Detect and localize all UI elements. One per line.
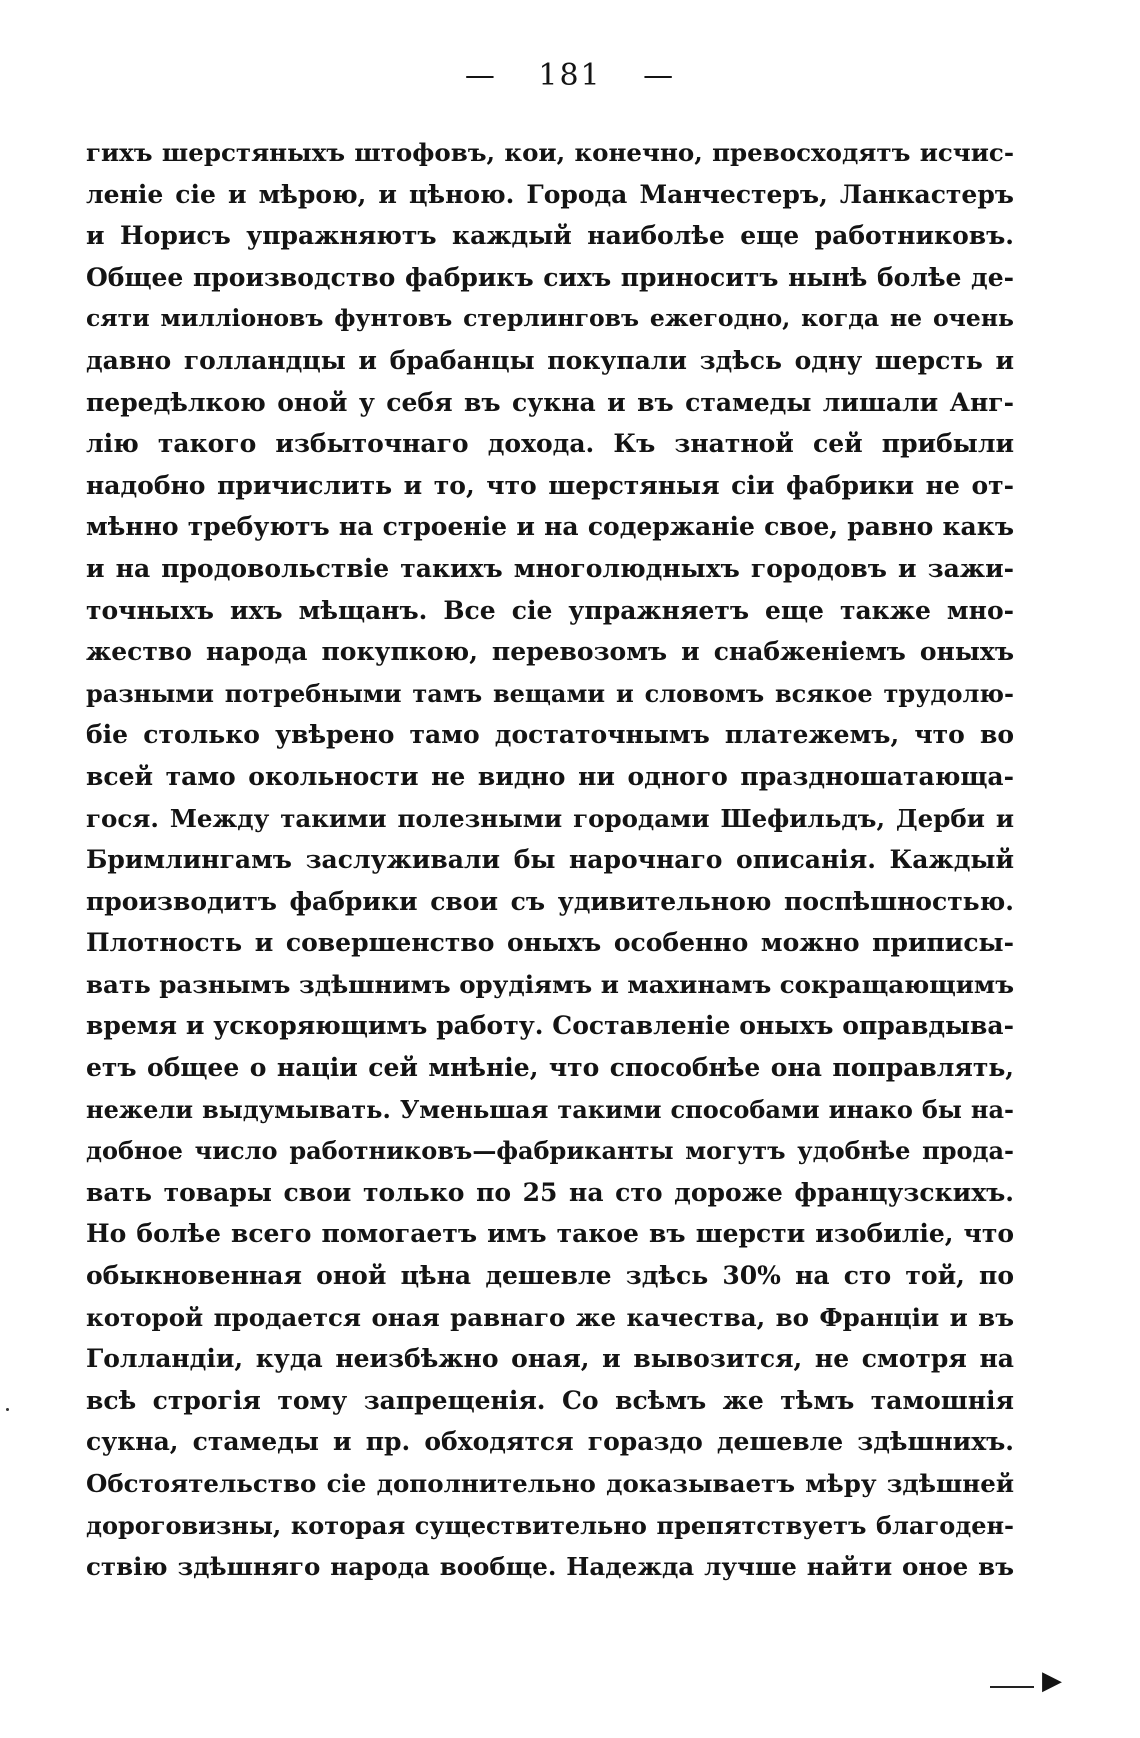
text-line: гихъ шерстяныхъ штофовъ, кои, конечно, превосходятъ исчис-: [86, 138, 1014, 167]
text-line: Бримлингамъ заслуживали бы нарочнаго описанія. Каждый: [86, 845, 1014, 875]
text-line: леніе сіе и мѣрою, и цѣною. Города Манчестеръ, Ланкастеръ: [86, 179, 1014, 209]
text-line: которой продается оная равнаго же качества, во Франціи и въ: [86, 1302, 1014, 1332]
header-dash-left: —: [464, 58, 497, 93]
text-line: Обстоятельство сіе дополнительно доказываетъ мѣру здѣшней: [86, 1469, 1014, 1498]
text-line: гося. Между такими полезными городами Шефильдъ, Дерби и: [86, 803, 1014, 833]
text-line: давно голландцы и брабанцы покупали здѣсь одну шерсть и: [86, 345, 1014, 375]
text-line: Голландіи, куда неизбѣжно оная, и вывозится, не смотря на: [86, 1344, 1014, 1374]
text-line: ствію здѣшняго народа вообще. Надежда лучше найти оное въ: [86, 1552, 1014, 1582]
body-text: [86, 132, 1014, 1588]
text-line: точныхъ ихъ мѣщанъ. Все сіе упражняетъ еще также мно-: [86, 595, 1014, 625]
text-line: надобно причислить и то, что шерстяныя сіи фабрики не от-: [86, 470, 1014, 500]
text-line: и на продовольствіе такихъ многолюдныхъ городовъ и зажи-: [86, 553, 1014, 583]
text-line: разными потребными тамъ вещами и словомъ всякое трудолю-: [86, 678, 1014, 708]
text-line: дороговизны, которая существительно препятствуетъ благоден-: [86, 1510, 1014, 1540]
text-line: производитъ фабрики свои съ удивительною поспѣшностью.: [86, 886, 1014, 916]
text-line: передѣлкою оной у себя въ сукна и въ стамеды лишали Анг-: [86, 387, 1014, 417]
margin-speck: [6, 1408, 9, 1411]
text-line: сукна, стамеды и пр. обходятся гораздо дешевле здѣшнихъ.: [86, 1427, 1014, 1457]
text-line: обыкновенная оной цѣна дешевле здѣсь 30% на сто той, по: [86, 1261, 1014, 1291]
catchword: [990, 1658, 1080, 1698]
header-dash-right: —: [643, 58, 676, 93]
text-line: нежели выдумывать. Уменьшая такими способами инако бы на-: [86, 1094, 1014, 1124]
text-line: Но болѣе всего помогаетъ имъ такое въ шерсти изобиліе, что: [86, 1219, 1014, 1249]
catchword-arrow-icon: ▶: [1042, 1666, 1062, 1696]
page-number: 181: [538, 58, 602, 93]
text-line: біе столько увѣрено тамо достаточнымъ платежемъ, что во: [86, 720, 1014, 750]
text-line: жество народа покупкою, перевозомъ и снабженіемъ оныхъ: [86, 637, 1014, 667]
catchword-rule: [990, 1686, 1034, 1688]
text-line: время и ускоряющимъ работу. Составленіе оныхъ оправдыва-: [86, 1011, 1014, 1041]
text-line: лію такого избыточнаго дохода. Къ знатной сей прибыли: [86, 429, 1014, 459]
text-line: вать товары свои только по 25 на сто дороже французскихъ.: [86, 1177, 1014, 1207]
text-line: всѣ строгія тому запрещенія. Со всѣмъ же тѣмъ тамошнія: [86, 1385, 1014, 1415]
text-line: вать разнымъ здѣшнимъ орудіямъ и махинамъ сокращающимъ: [86, 969, 1014, 999]
text-line: мѣнно требуютъ на строеніе и на содержаніе свое, равно какъ: [86, 512, 1014, 542]
text-line: добное число работниковъ—фабриканты могутъ удобнѣе прода-: [86, 1136, 1014, 1166]
page-header: [0, 58, 1140, 93]
text-line: сяти милліоновъ фунтовъ стерлинговъ ежегодно, когда не очень: [86, 304, 1014, 333]
text-line: всей тамо окольности не видно ни одного праздношатающа-: [86, 761, 1014, 791]
text-line: етъ общее о націи сей мнѣніе, что способнѣе она поправлять,: [86, 1053, 1014, 1083]
text-line: Плотность и совершенство оныхъ особенно можно приписы-: [86, 928, 1014, 958]
text-line: Общее производство фабрикъ сихъ приноситъ нынѣ болѣе де-: [86, 262, 1014, 292]
text-line: и Норисъ упражняютъ каждый наиболѣе еще работниковъ.: [86, 221, 1014, 251]
